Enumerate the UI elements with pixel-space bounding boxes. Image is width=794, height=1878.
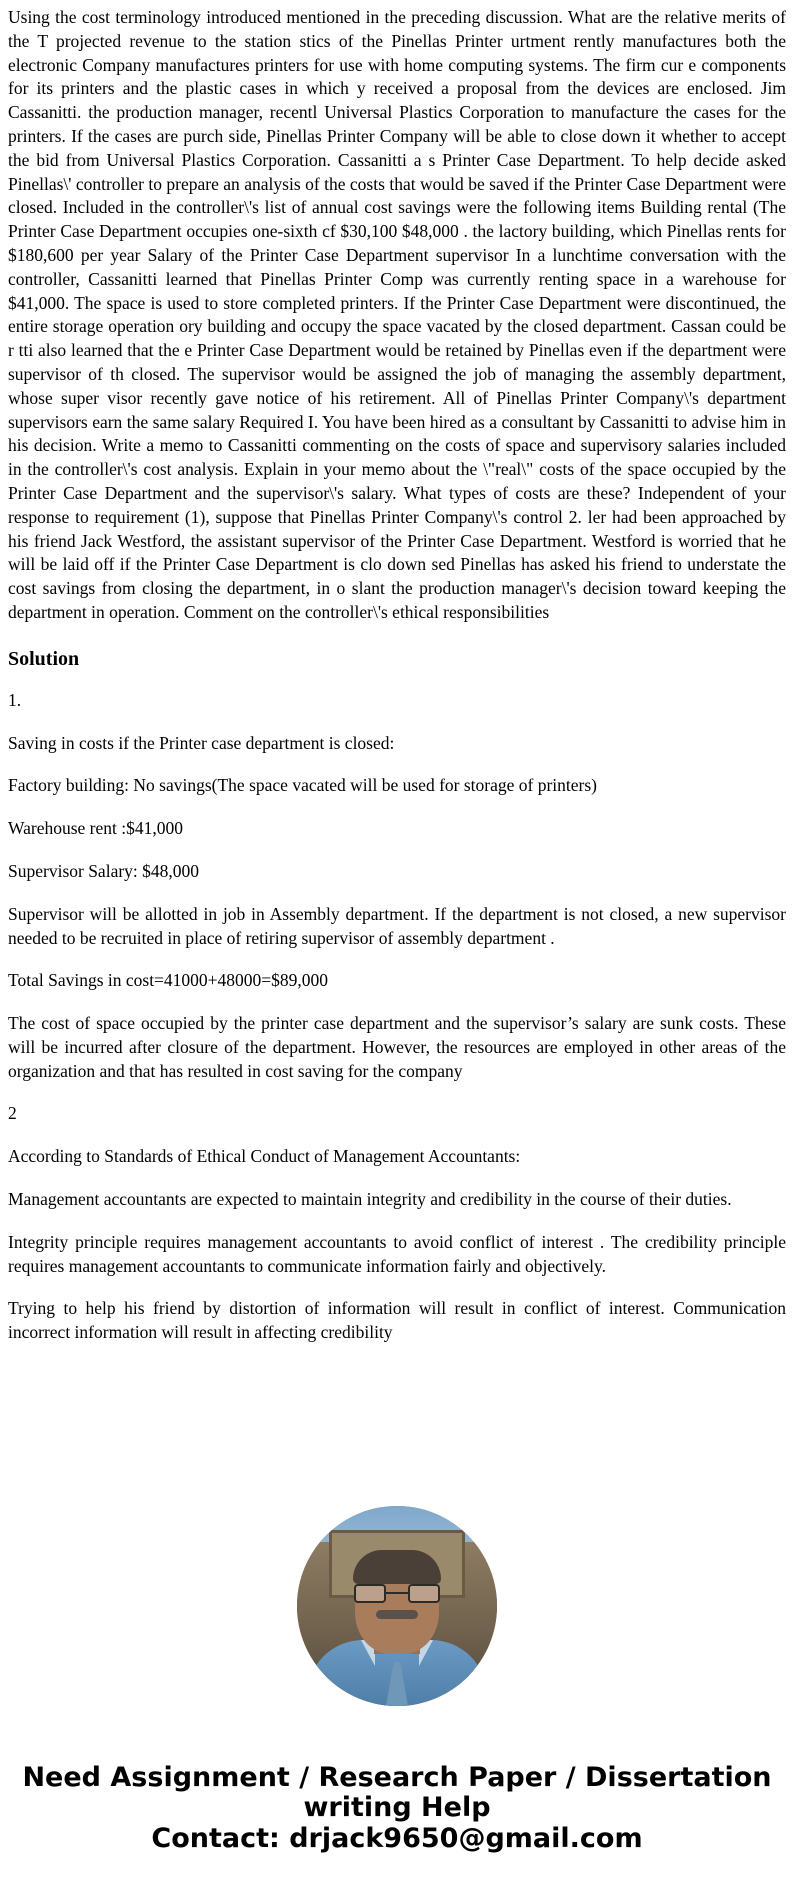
solution-paragraph-12: Integrity principle requires management accountants to avoid conflict of interest . The credibility principle requires management accountants to communicate information fairly and objectively. — [8, 1231, 786, 1276]
avatar-glasses-bridge — [386, 1592, 408, 1594]
solution-paragraph-10: According to Standards of Ethical Conduct of Management Accountants: — [8, 1146, 521, 1167]
avatar-glasses-lens-right — [408, 1584, 440, 1603]
content-spacer — [8, 1364, 786, 1456]
promo-banner — [8, 1763, 786, 1878]
solution-paragraph-11: Management accountants are expected to maintain integrity and credibility in the course of their duties. — [8, 1189, 732, 1210]
solution-paragraph-8: The cost of space occupied by the printer case department and the supervisor’s salary are sunk costs. These will be incurred after closure of the department. However, the resources are employed in other areas of the organization and that has resulted in cost saving for the company — [8, 1013, 786, 1081]
avatar-hair — [353, 1550, 441, 1584]
solution-heading: Solution — [8, 647, 80, 670]
solution-paragraph-5: Supervisor Salary: $48,000 — [8, 860, 200, 881]
promo-line-1: Need Assignment / Research Paper / Dissertation writing Help — [22, 1762, 772, 1824]
solution-paragraph-7: Total Savings in cost=41000+48000=$89,000 — [8, 970, 329, 991]
solution-paragraph-6: Supervisor will be allotted in job in Assembly department. If the department is not closed, a new supervisor needed to be recruited in place of retiring supervisor of assembly department . — [8, 903, 786, 948]
avatar-mustache — [376, 1610, 418, 1619]
question-text: Using the cost terminology introduced mentioned in the preceding discussion. What are the relative merits of the T projected revenue to the station stics of the Pinellas Printer urtment rently manufactures both the electronic Company manufactures printers for use with home computing systems. The firm cur e components for its printers and the plastic cases in which y received a proposal from the devices are enclosed. Jim Cassanitti. the production manager, recentl Universal Plastics Corporation to manufacture the cases for the printers. If the cases are purch side, Pinellas Printer Company will be able to close down it whether to accept the bid from Universal Plastics Corporation. Cassanitti a s Printer Case Department. To help decide asked Pinellas\' controller to prepare an analysis of the costs that would be saved if the Printer Case Department were closed. Included in the controller\'s list of annual cost savings were the following items Building rental (The Printer Case Department occupies one-sixth cf $30,100 $48,000 . the lactory building, which Pinellas rents for $180,600 per year Salary of the Printer Case Department supervisor In a lunchtime conversation with the controller, Cassanitti learned that Pinellas Printer Comp was currently renting space in a warehouse for $41,000. The space is used to store completed printers. If the Printer Case Department were discontinued, the entire storage operation ory building and occupy the space vacated by the closed department. Cassan could be r tti also learned that the e Printer Case Department would be retained by Pinellas even if the department were supervisor of th closed. The supervisor would be assigned the job of managing the assembly department, whose super visor recently gave notice of his retirement. All of Pinellas Printer Company\'s department supervisors earn the same salary Required I. You have been hired as a consultant by Cassanitti to advise him in his decision. Write a memo to Cassanitti commenting on the costs of space and supervisory salaries included in the controller\'s cost analysis. Explain in your memo about the \"real\" costs of the space occupied by the Printer Case Department and the supervisor\'s salary. What types of costs are these? Independent of your response to requirement (1), suppose that Pinellas Printer Company\'s control 2. ler had been approached by his friend Jack Westford, the assistant supervisor of the Printer Case Department. Westford is worried that he will be laid off if the Printer Case Department is clo down sed Pinellas has asked his friend to understate the cost savings from closing the department, in o slant the production manager\'s decision toward keeping the department in operation. Comment on the controller\'s ethical responsibilities — [8, 7, 786, 622]
solution-paragraph-2: Saving in costs if the Printer case department is closed: — [8, 732, 395, 753]
solution-paragraph-4: Warehouse rent :$41,000 — [8, 818, 183, 839]
promo-line-2: Contact: drjack9650@gmail.com — [151, 1822, 643, 1854]
solution-paragraph-1: 1. — [8, 689, 22, 710]
avatar-glasses-icon — [354, 1584, 440, 1604]
solution-paragraph-13: Trying to help his friend by distortion of information will result in conflict of interest. Communication incorrect information will result in affecting credibility — [8, 1298, 786, 1343]
avatar — [297, 1506, 497, 1706]
avatar-container — [8, 1506, 786, 1711]
solution-paragraph-3: Factory building: No savings(The space vacated will be used for storage of printers) — [8, 775, 597, 796]
avatar-glasses-lens-left — [354, 1584, 386, 1603]
solution-paragraph-9: 2 — [8, 1103, 17, 1124]
